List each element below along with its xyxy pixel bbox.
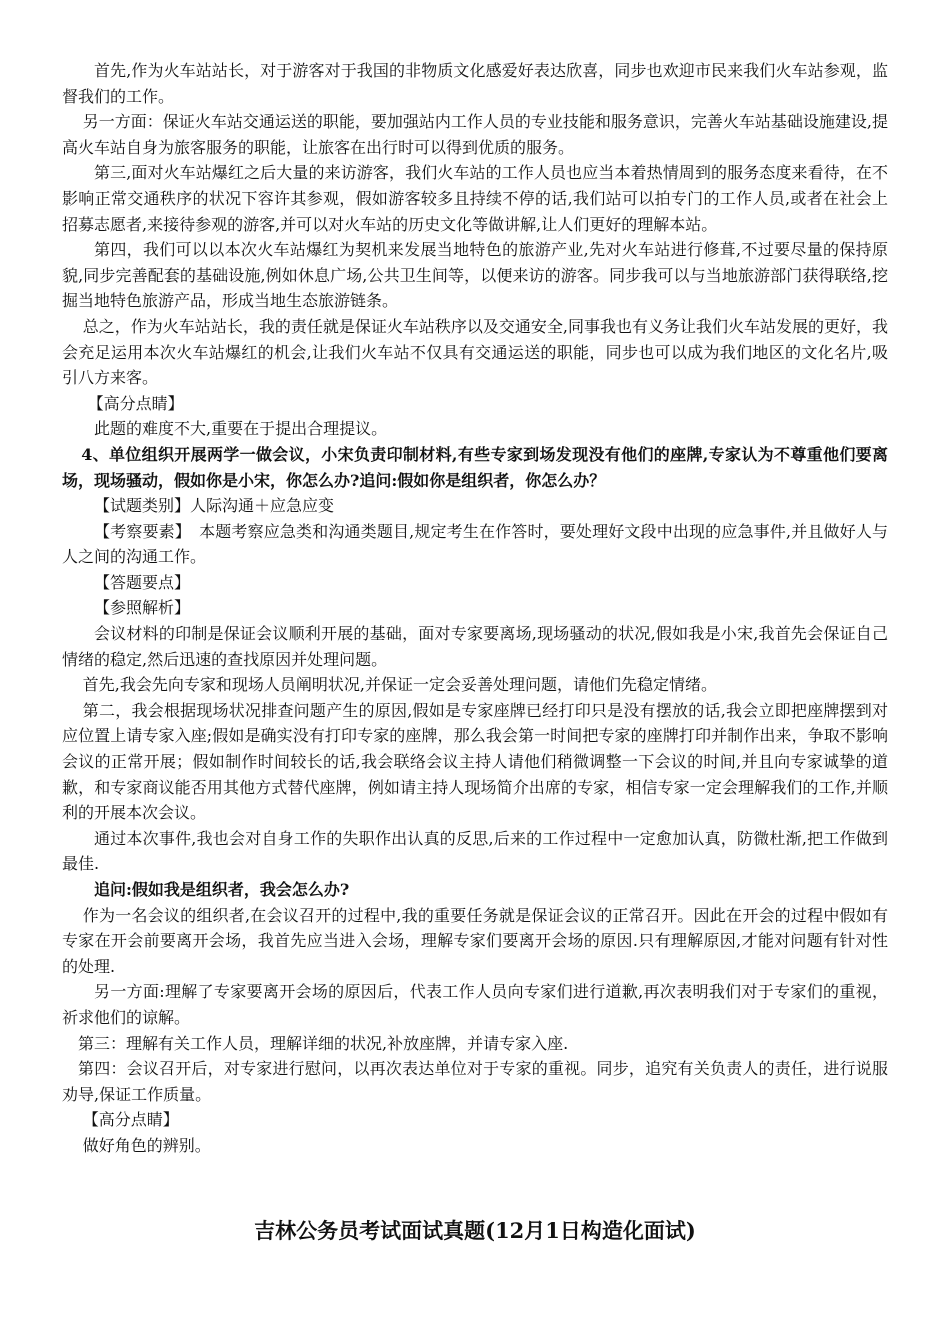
paragraph-11: 作为一名会议的组织者,在会议召开的过程中,我的重要任务就是保证会议的正常召开。因此在开会的过程中假如有专家在开会前要离开会场，我首先应当进入会场，理解专家们要离开会场的原因.只有理解原因,才能对问题有针对性的处理. xyxy=(62,905,888,976)
paragraph-10: 通过本次事件,我也会对自身工作的失职作出认真的反思,后来的工作过程中一定愈加认真，防微杜渐,把工作做到最佳. xyxy=(62,828,888,874)
paragraph-1: 首先,作为火车站站长，对于游客对于我国的非物质文化感爱好表达欣喜，同步也欢迎市民来我们火车站参观，监督我们的工作。 xyxy=(62,61,888,106)
question-category: 【试题类别】人际沟通＋应急应变 xyxy=(94,496,335,516)
paragraph-13: 第三：理解有关工作人员，理解详细的状况,补放座牌，并请专家入座. xyxy=(78,1033,569,1053)
section-label-answer-points: 【答题要点】 xyxy=(94,572,191,592)
paragraph-9: 第二，我会根据现场状况排查问题产生的原因,假如是专家座牌已经打印只是没有摆放的话,我会立即把座牌摆到对应位置上请专家入座;假如是确实没有打印专家的座牌，那么我会第一时间把专家的座牌打印并制作出来，争取不影响会议的正常开展；假如制作时间较长的话,我会联络会议主持人请他们稍微调整一下会议的时间,并且向专家诚挚的道歉，和专家商议能否用其他方式替代座牌，例如请主持人现场简介出席的专家，相信专家一定会理解我们的工作,并顺利的开展本次会议。 xyxy=(62,700,888,823)
paragraph-14: 第四：会议召开后，对专家进行慰问，以再次表达单位对于专家的重视。同步，追究有关负责人的责任，进行说服劝导,保证工作质量。 xyxy=(62,1059,888,1104)
paragraph-7: 会议材料的印制是保证会议顺利开展的基础，面对专家要离场,现场骚动的状况,假如我是小宋,我首先会保证自己情绪的稳定,然后迅速的查找原因并处理问题。 xyxy=(62,624,888,669)
paragraph-15: 做好角色的辨别。 xyxy=(82,1135,211,1155)
next-section-title: 吉林公务员考试面试真题(12月1日构造化面试) xyxy=(254,1218,696,1243)
paragraph-5: 总之，作为火车站站长，我的责任就是保证火车站秩序以及交通安全,同事我也有义务让我们火车站发展的更好，我会充足运用本次火车站爆红的机会,让我们火车站不仅具有交通运送的职能，同步也可以成为我们地区的文化名片,吸引八方来客。 xyxy=(62,316,888,388)
paragraph-12: 另一方面:理解了专家要离开会场的原因后，代表工作人员向专家们进行道歉,再次表明我们对于专家们的重视，祈求他们的谅解。 xyxy=(62,982,888,1027)
section-label-highlight-2: 【高分点睛】 xyxy=(82,1110,179,1130)
section-label-highlight: 【高分点睛】 xyxy=(87,393,184,413)
question-4-heading: 4、单位组织开展两学一做会议，小宋负责印制材料,有些专家到场发现没有他们的座牌,专家认为不尊重他们要离场，现场骚动，假如你是小宋，你怎么办?追问:假如你是组织者，你怎么办？ xyxy=(62,444,888,490)
paragraph-4: 第四，我们可以以本次火车站爆红为契机来发展当地特色的旅游产业,先对火车站进行修葺,不过要尽量的保持原貌,同步完善配套的基础设施,例如休息广场,公共卫生间等，以便来访的游客。同步我可以与当地旅游部门获得联络,挖掘当地特色旅游产品，形成当地生态旅游链条。 xyxy=(62,240,888,311)
section-label-reference-analysis: 【参照解析】 xyxy=(94,598,191,618)
paragraph-3: 第三,面对火车站爆红之后大量的来访游客，我们火车站的工作人员也应当本着热情周到的服务态度来看待，在不影响正常交通秩序的状况下容许其参观，假如游客较多且持续不停的话,我们站可以拍专门的工作人员,或者在社会上招募志愿者,来接待参观的游客,并可以对火车站的历史文化等做讲解,让人们更好的理解本站。 xyxy=(62,163,888,234)
follow-up-heading: 追问:假如我是组织者，我会怎么办? xyxy=(94,880,350,899)
paragraph-2: 另一方面：保证火车站交通运送的职能，要加强站内工作人员的专业技能和服务意识，完善火车站基础设施建设,提高火车站自身为旅客服务的职能，让旅客在出行时可以得到优质的服务。 xyxy=(62,112,888,157)
paragraph-6: 此题的难度不大,重要在于提出合理提议。 xyxy=(94,419,388,439)
paragraph-8: 首先,我会先向专家和现场人员阐明状况,并保证一定会妥善处理问题，请他们先稳定情绪。 xyxy=(82,675,717,695)
assessment-elements: 【考察要素】 本题考察应急类和沟通类题目,规定考生在作答时，要处理好文段中出现的应急事件,并且做好人与人之间的沟通工作。 xyxy=(62,521,888,567)
